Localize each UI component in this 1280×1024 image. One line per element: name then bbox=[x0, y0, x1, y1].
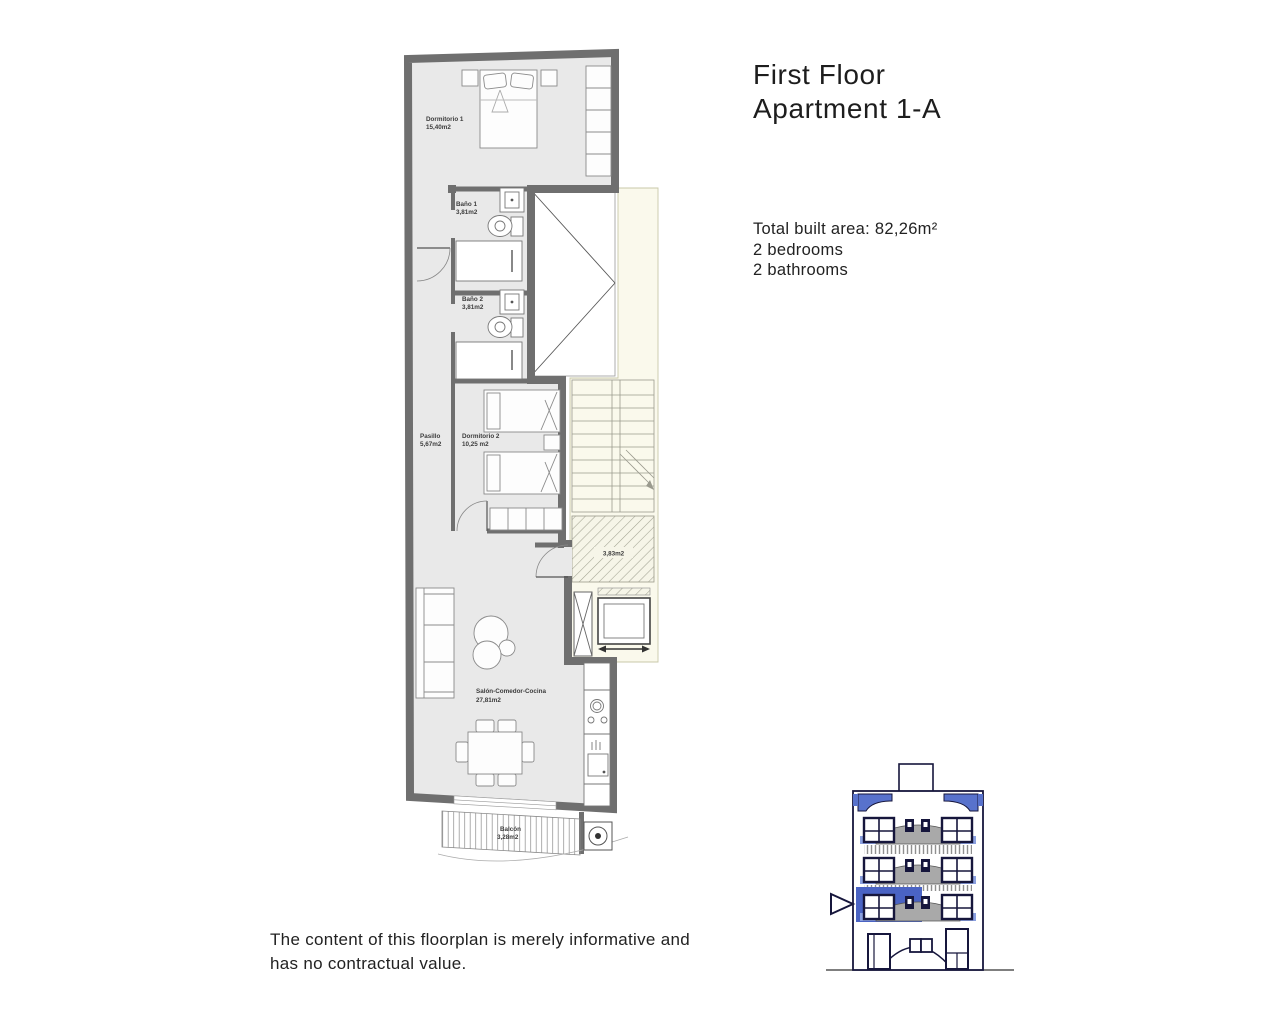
balcony bbox=[438, 811, 628, 861]
pasillo-area: 5,67m2 bbox=[420, 441, 442, 448]
salon-name: Salón-Comedor-Cocina bbox=[476, 688, 546, 695]
dormitorio2-area: 10,25 m2 bbox=[462, 441, 489, 448]
kitchen-counter bbox=[584, 663, 610, 806]
total-built-area: Total built area: 82,26m² bbox=[753, 220, 938, 238]
disclaimer-line1: The content of this floorplan is merely informative and bbox=[270, 930, 690, 949]
page-title-line2: Apartment 1-A bbox=[753, 93, 942, 124]
dormitorio1-area: 15,40m2 bbox=[426, 124, 451, 131]
pasillo-name: Pasillo bbox=[420, 433, 441, 440]
floorplan-drawing bbox=[396, 42, 666, 882]
building-elevation bbox=[818, 757, 1022, 1009]
page-title-line1: First Floor bbox=[753, 59, 886, 90]
bano1-name: Baño 1 bbox=[456, 201, 477, 208]
bedrooms-count: 2 bedrooms bbox=[753, 240, 844, 259]
dormitorio1-name: Dormitorio 1 bbox=[426, 116, 464, 123]
room-dormitorio-2 bbox=[484, 390, 562, 530]
void-lightwell bbox=[531, 190, 615, 376]
summary-block bbox=[753, 219, 938, 281]
awning-stripe-band-1 bbox=[864, 845, 972, 854]
disclaimer-line2: has no contractual value. bbox=[270, 954, 467, 973]
terrace-hatched-area bbox=[572, 516, 654, 582]
bathrooms-count: 2 bathrooms bbox=[753, 261, 849, 279]
terrace-area-label: 3,83m2 bbox=[602, 550, 625, 558]
bano1-area: 3,81m2 bbox=[456, 209, 478, 216]
dormitorio2-name: Dormitorio 2 bbox=[462, 433, 500, 440]
balcon-area: 3,28m2 bbox=[497, 834, 519, 841]
disclaimer bbox=[270, 928, 690, 976]
salon-area: 27,81m2 bbox=[476, 697, 501, 704]
bano2-name: Baño 2 bbox=[462, 296, 483, 303]
title-block bbox=[753, 58, 941, 126]
balcon-name: Balcón bbox=[500, 826, 521, 833]
bano2-area: 3,81m2 bbox=[462, 304, 484, 311]
staircase bbox=[572, 380, 654, 512]
triangle-right-pointer-icon bbox=[831, 894, 853, 914]
